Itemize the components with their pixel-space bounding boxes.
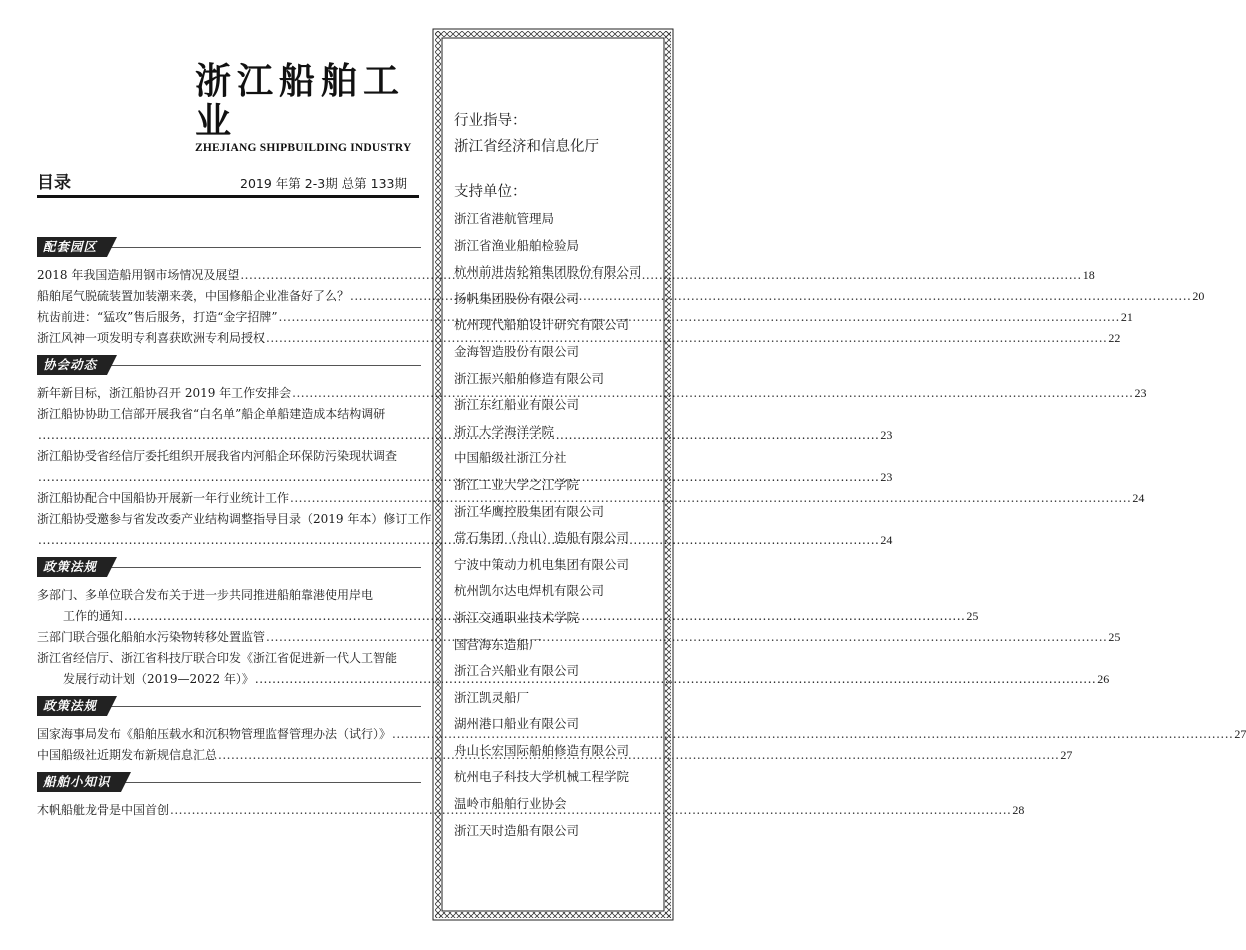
support-unit: 国营海东造船厂 (454, 636, 542, 652)
support-unit: 浙江华鹰控股集团有限公司 (454, 503, 605, 519)
support-heading: 支持单位： (454, 184, 527, 200)
entry-title: 浙江船协受邀参与省发改委产业结构调整指导目录（2019 年本）修订工作 (37, 512, 432, 526)
section-label: 政策法规 (37, 557, 107, 577)
entry-title: 杭齿前进：“猛攻”售后服务，打造“金字招牌” (37, 310, 278, 324)
section-label: 政策法规 (37, 696, 107, 716)
page-number: 24 (880, 533, 893, 547)
support-unit: 浙江凯灵船厂 (454, 689, 530, 705)
page-number: 18 (1082, 268, 1095, 282)
journal-title-english: ZHEJIANG SHIPBUILDING INDUSTRY (195, 142, 412, 154)
support-unit: 浙江合兴船业有限公司 (454, 663, 580, 679)
leader-dots (279, 307, 1120, 328)
toc-entry[interactable] (37, 488, 1145, 509)
support-unit: 杭州凯尔达电焊机有限公司 (454, 583, 605, 599)
support-unit: 杭州现代船舶设计研究有限公司 (454, 317, 630, 333)
entry-title: 多部门、多单位联合发布关于进一步共同推进船舶靠港使用岸电 (37, 588, 374, 602)
entry-title: 中国船级社近期发布新规信息汇总 (37, 748, 218, 762)
entry-title: 浙江省经信厅、浙江省科技厅联合印发《浙江省促进新一代人工智能 (37, 651, 398, 665)
support-unit: 宁波中策动力机电集团有限公司 (454, 556, 630, 572)
page-number: 28 (1012, 803, 1025, 817)
entry-title: 浙江船协协助工信部开展我省“白名单”船企单船建造成本结构调研 (37, 407, 386, 421)
leader-dots (255, 669, 1096, 690)
page-number: 26 (1097, 672, 1110, 686)
section-header (37, 696, 421, 716)
entry-title: 三部门联合强化船舶水污染物转移处置监管 (37, 630, 266, 644)
support-unit: 浙江工业大学之江学院 (454, 476, 580, 492)
support-unit: 温岭市船舶行业协会 (454, 796, 567, 812)
page-number: 20 (1192, 289, 1205, 303)
entry-title: 浙江船协配合中国船协开展新一年行业统计工作 (37, 491, 290, 505)
entry-title-continued: 工作的通知 (63, 609, 124, 623)
support-unit: 浙江天时造船有限公司 (454, 822, 580, 838)
leader-dots (266, 328, 1107, 349)
guidance-org: 浙江省经济和信息化厅 (454, 139, 599, 155)
journal-title: 浙江船舶工业 (195, 61, 406, 142)
support-unit-list (454, 206, 669, 844)
page-number: 27 (1234, 727, 1246, 741)
support-unit: 湖州港口船业有限公司 (454, 716, 580, 732)
entry-title: 木帆船舭龙骨是中国首创 (37, 803, 170, 817)
header-rule (37, 195, 419, 198)
entry-title: 2018 年我国造船用钢市场情况及展望 (37, 268, 240, 282)
section-label: 船舶小知识 (37, 772, 121, 792)
entry-title: 浙江船协受省经信厅委托组织开展我省内河船企环保防污染现状调查 (37, 449, 398, 463)
issue-number: 2019 年第 2-3期 总第 133期 (240, 176, 407, 191)
toc-title: 目录 (37, 173, 71, 193)
page-number: 27 (1060, 748, 1073, 762)
entry-title: 浙江风神一项发明专利喜获欧洲专利局授权 (37, 331, 266, 345)
entry-title: 国家海事局发布《船舶压载水和沉积物管理监督管理办法（试行）》 (37, 727, 392, 741)
section-header (37, 557, 421, 577)
entry-title: 新年新目标，浙江船协召开 2019 年工作安排会 (37, 386, 292, 400)
entry-title-continued: 发展行动计划（2019—2022 年）》 (63, 672, 254, 686)
masthead (195, 62, 435, 154)
leader-dots (290, 488, 1131, 509)
support-unit: 中国船级社浙江分社 (454, 450, 567, 466)
toc-entry[interactable] (37, 383, 1147, 404)
entry-title: 船舶尾气脱硫装置加装潮来袭，中国修船企业准备好了么？ (37, 289, 350, 303)
section-label: 配套园区 (37, 237, 107, 257)
section-header (37, 237, 421, 257)
sponsor-sidebar (432, 28, 674, 921)
page-number: 24 (1132, 491, 1145, 505)
page-number: 23 (880, 428, 893, 442)
toc-entry[interactable] (37, 328, 1121, 349)
leader-dots (292, 383, 1133, 404)
support-unit: 杭州前进齿轮箱集团股份有限公司 (454, 264, 642, 280)
support-unit: 常石集团（舟山）造船有限公司 (454, 530, 630, 546)
support-unit: 扬帆集团股份有限公司 (454, 290, 580, 306)
page-number: 22 (1108, 331, 1121, 345)
support-unit: 浙江交通职业技术学院 (454, 609, 580, 625)
page-number: 23 (880, 470, 893, 484)
support-unit: 浙江东红船业有限公司 (454, 397, 580, 413)
section-header (37, 355, 421, 375)
page-number: 25 (1108, 630, 1121, 644)
support-unit: 浙江大学海洋学院 (454, 423, 555, 439)
page-number: 25 (966, 609, 979, 623)
support-unit: 舟山长宏国际船舶修造有限公司 (454, 742, 630, 758)
support-unit: 金海智造股份有限公司 (454, 343, 580, 359)
page-number: 23 (1134, 386, 1147, 400)
support-unit: 浙江省港航管理局 (454, 211, 555, 226)
guidance-heading: 行业指导： (454, 113, 527, 129)
section-label: 协会动态 (37, 355, 107, 375)
page-number: 21 (1120, 310, 1133, 324)
section-header (37, 772, 421, 792)
leader-dots (266, 627, 1107, 648)
support-unit: 浙江省渔业船舶检验局 (454, 237, 580, 253)
support-unit: 杭州电子科技大学机械工程学院 (454, 769, 630, 785)
support-unit: 浙江振兴船舶修造有限公司 (454, 370, 605, 386)
